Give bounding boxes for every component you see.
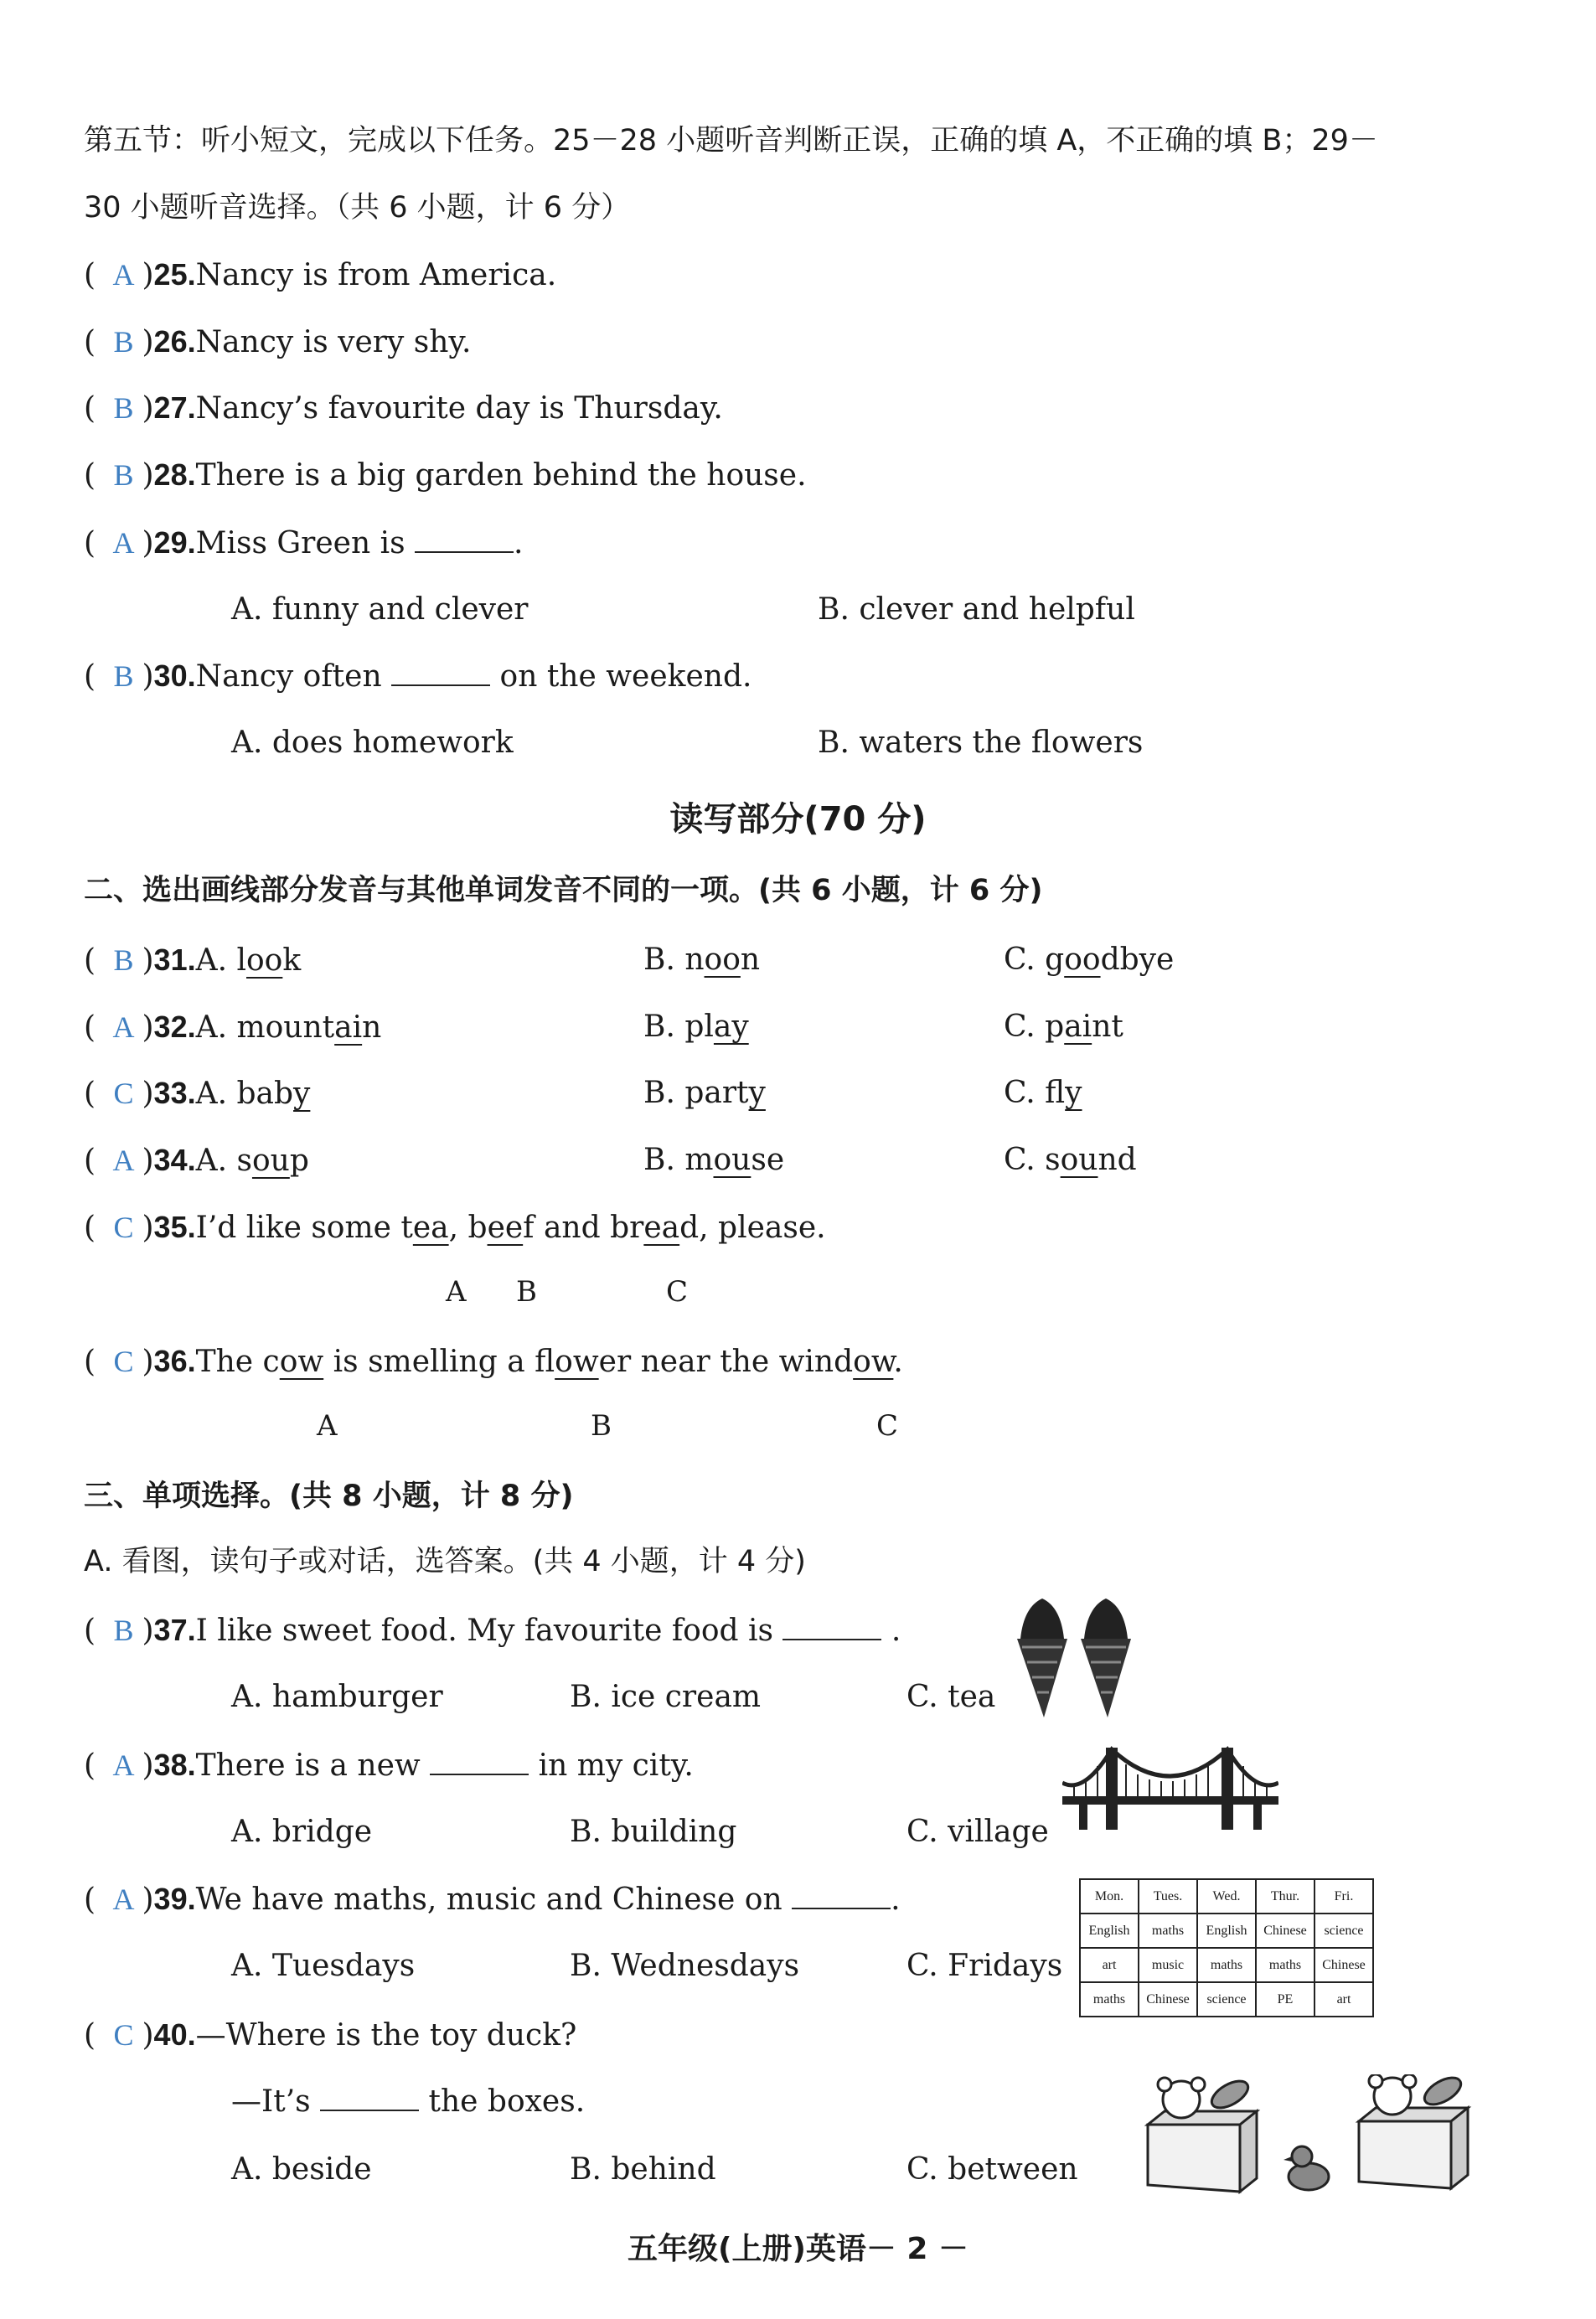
q34-option-c: C. sound (1004, 1143, 1137, 1177)
question-number: 27. (153, 390, 196, 425)
schedule-cell: maths (1139, 1914, 1197, 1948)
question-27: ( B )27.Nancy’s favourite day is Thursday. (84, 388, 723, 429)
q40-reply: —It’s the boxes. (231, 2084, 586, 2119)
question-text: I like sweet food. My favourite food is (195, 1614, 783, 1648)
schedule-header-row (1080, 1879, 1373, 1914)
schedule-cell: maths (1197, 1948, 1256, 1982)
q39-option-a: A. Tuesdays (231, 1949, 416, 1983)
question-31: ( B )31.A. look (84, 940, 301, 981)
question-text: Nancy’s favourite day is Thursday. (195, 391, 723, 426)
bridge-icon (1062, 1744, 1278, 1830)
question-32: ( A )32.A. mountain (84, 1007, 381, 1048)
q36-marker-a: A (317, 1409, 338, 1443)
schedule-cell: music (1139, 1948, 1197, 1982)
question-text: There is a big garden behind the house. (195, 458, 807, 493)
question-40: ( C )40.—Where is the toy duck? (84, 2015, 576, 2056)
ice-cream-icon (1010, 1590, 1144, 1722)
q38-option-c: C. village (906, 1815, 1049, 1849)
sectionA-title: A. 看图，读句子或对话，选答案。(共 4 小题，计 4 分) (84, 1545, 806, 1578)
q36-marker-b: B (591, 1409, 612, 1443)
question-number: 26. (153, 324, 196, 359)
section2-title: 二、选出画线部分发音与其他单词发音不同的一项。(共 6 小题，计 6 分) (84, 874, 1043, 907)
schedule-row (1080, 1948, 1373, 1982)
question-number: 39. (153, 1882, 196, 1916)
schedule-cell: maths (1080, 1982, 1139, 2017)
q31-option-b: B. noon (643, 943, 761, 977)
answer: A (112, 1883, 135, 1916)
q35-marker-a: A (446, 1275, 467, 1309)
q35-marker-b: B (516, 1275, 537, 1309)
question-number: 40. (153, 2017, 196, 2052)
q39-option-c: C. Fridays (906, 1949, 1063, 1983)
question-number: 32. (153, 1010, 196, 1044)
question-number: 37. (153, 1613, 196, 1647)
question-number: 33. (153, 1076, 196, 1110)
question-text: Nancy is from America. (195, 258, 557, 292)
question-number: 36. (153, 1344, 196, 1378)
q29-option-a: A. funny and clever (231, 592, 529, 627)
class-schedule-table (1079, 1878, 1374, 2017)
q33-option-c: C. fly (1004, 1076, 1082, 1110)
q35-marker-c: C (666, 1275, 689, 1309)
section5-instruction-line2: 30 小题听音选择。（共 6 小题，计 6 分） (84, 191, 631, 225)
answer-blank (391, 659, 490, 686)
question-number: 25. (153, 257, 196, 292)
question-text: Miss Green is (195, 526, 415, 560)
schedule-cell: art (1080, 1948, 1139, 1982)
question-26: ( B )26.Nancy is very shy. (84, 322, 471, 363)
page-footer: 五年级(上册)英语－ 2 － (627, 2232, 969, 2266)
answer: A (112, 1748, 135, 1782)
question-29: ( A )29.Miss Green is . (84, 523, 523, 564)
answer: C (113, 1345, 134, 1378)
question-30: ( B )30.Nancy often on the weekend. (84, 656, 752, 697)
schedule-cell: Tues. (1139, 1879, 1197, 1914)
answer-blank (430, 1748, 529, 1775)
schedule-cell: science (1315, 1914, 1373, 1948)
schedule-cell: Thur. (1256, 1879, 1315, 1914)
question-text: Nancy is very shy. (195, 325, 472, 359)
answer: B (113, 458, 134, 492)
q37-option-a: A. hamburger (231, 1680, 443, 1714)
q29-option-b: B. clever and helpful (818, 592, 1135, 627)
answer: A (112, 1144, 135, 1177)
question-number: 28. (153, 457, 196, 492)
answer: B (113, 325, 134, 359)
answer: A (112, 526, 135, 560)
question-33: ( C )33.A. baby (84, 1073, 310, 1114)
question-text: —Where is the toy duck? (195, 2018, 577, 2053)
question-25: ( A )25.Nancy is from America. (84, 255, 556, 296)
answer: B (113, 943, 134, 977)
schedule-cell: Fri. (1315, 1879, 1373, 1914)
question-number: 34. (153, 1143, 196, 1177)
answer: B (113, 391, 134, 425)
schedule-cell: Wed. (1197, 1879, 1256, 1914)
q33-option-b: B. party (643, 1076, 766, 1110)
q32-option-c: C. paint (1004, 1010, 1123, 1044)
question-number: 29. (153, 525, 196, 560)
question-text: There is a new (195, 1748, 431, 1783)
toy-boxes-duck-icon (1139, 2074, 1483, 2200)
question-39: ( A )39.We have maths, music and Chinese on . (84, 1879, 901, 1920)
q30-option-b: B. waters the flowers (818, 726, 1144, 760)
answer: C (113, 1211, 134, 1244)
question-text: We have maths, music and Chinese on (195, 1883, 793, 1917)
schedule-cell: English (1197, 1914, 1256, 1948)
q37-option-b: B. ice cream (570, 1680, 762, 1714)
schedule-row (1080, 1914, 1373, 1948)
answer-blank (415, 526, 514, 553)
question-number: 31. (153, 943, 196, 977)
answer-blank (783, 1614, 881, 1640)
schedule-cell: maths (1256, 1948, 1315, 1982)
q30-option-a: A. does homework (231, 726, 514, 760)
q40-option-b: B. behind (570, 2152, 716, 2187)
q40-option-c: C. between (906, 2152, 1078, 2187)
q34-option-b: B. mouse (643, 1143, 785, 1177)
question-text: Nancy often (195, 659, 392, 694)
schedule-cell: Mon. (1080, 1879, 1139, 1914)
question-28: ( B )28.There is a big garden behind the house. (84, 455, 807, 496)
part-title: 读写部分(70 分) (669, 800, 927, 839)
schedule-cell: Chinese (1139, 1982, 1197, 2017)
q32-option-b: B. play (643, 1010, 749, 1044)
q40-option-a: A. beside (231, 2152, 372, 2187)
answer-blank (792, 1883, 891, 1909)
answer-blank (320, 2084, 419, 2111)
answer: A (112, 1010, 135, 1044)
question-number: 35. (153, 1210, 196, 1244)
question-37: ( B )37.I like sweet food. My favourite food is . (84, 1610, 901, 1651)
q31-option-c: C. goodbye (1004, 943, 1175, 977)
schedule-cell: PE (1256, 1982, 1315, 2017)
answer: C (113, 1077, 134, 1110)
section3-title: 三、单项选择。(共 8 小题，计 8 分) (84, 1480, 574, 1513)
schedule-cell: Chinese (1256, 1914, 1315, 1948)
schedule-row (1080, 1982, 1373, 2017)
question-34: ( A )34.A. soup (84, 1140, 309, 1181)
q39-option-b: B. Wednesdays (570, 1949, 800, 1983)
question-36: ( C )36.The cow is smelling a flower near the window. (84, 1341, 903, 1382)
schedule-cell: science (1197, 1982, 1256, 2017)
q38-option-b: B. building (570, 1815, 737, 1849)
question-number: 38. (153, 1748, 196, 1782)
question-number: 30. (153, 659, 196, 693)
schedule-cell: art (1315, 1982, 1373, 2017)
q38-option-a: A. bridge (231, 1815, 373, 1849)
q37-option-c: C. tea (906, 1680, 996, 1714)
q36-marker-c: C (876, 1409, 899, 1443)
answer: B (113, 659, 134, 693)
schedule-cell: Chinese (1315, 1948, 1373, 1982)
answer: A (112, 258, 135, 292)
question-35: ( C )35.I’d like some tea, beef and bread, please. (84, 1207, 826, 1248)
section5-instruction-line1: 第五节：听小短文，完成以下任务。25－28 小题听音判断正误，正确的填 A，不正确的填 B；29－ (84, 124, 1378, 158)
schedule-cell: English (1080, 1914, 1139, 1948)
question-38: ( A )38.There is a new in my city. (84, 1745, 694, 1786)
answer: C (113, 2018, 134, 2052)
answer: B (113, 1614, 134, 1647)
